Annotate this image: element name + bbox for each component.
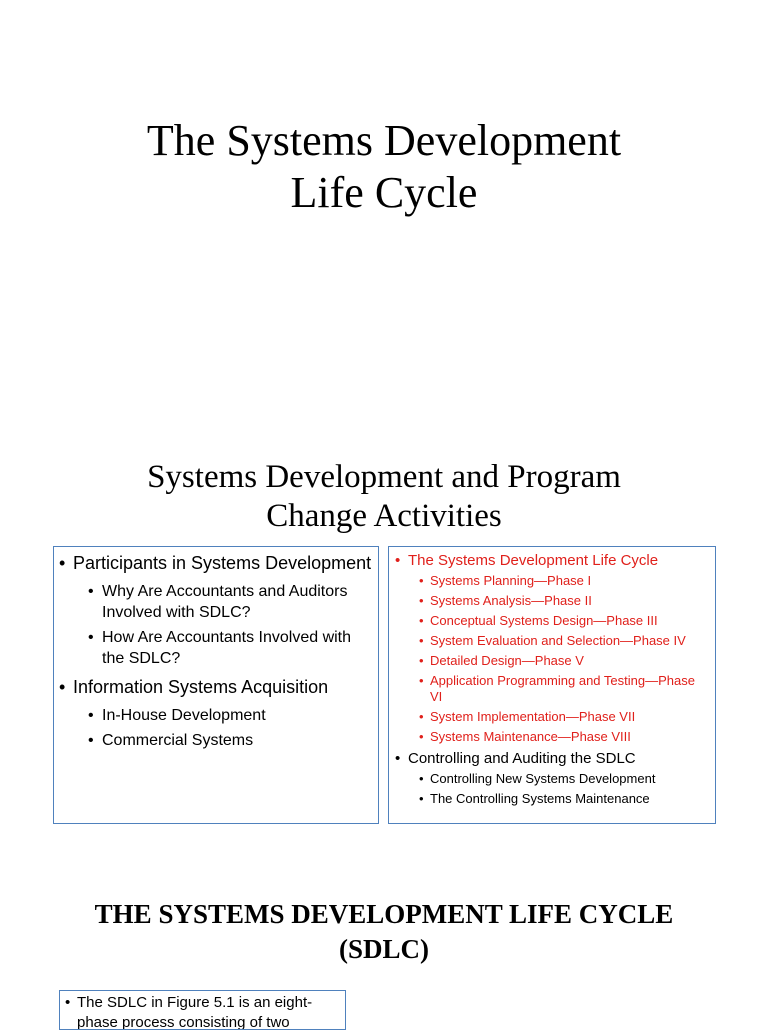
phase-bullet: • Conceptual Systems Design—Phase III (430, 613, 709, 629)
right-content-box (388, 546, 716, 824)
bullet-label: Information Systems Acquisition (73, 677, 329, 697)
slide1-title (0, 115, 768, 219)
slide2-title-line1: Systems Development and Program (147, 459, 621, 495)
bullet-controlling (408, 749, 709, 807)
slide1-title-line1: The Systems Development (146, 116, 622, 165)
slide3-title-line2: (SDLC) (338, 933, 429, 964)
sub-bullet: • Commercial Systems (102, 730, 372, 751)
slide2-title-line2: Change Activities (266, 497, 502, 534)
phase-bullet: • Systems Maintenance—Phase VIII (430, 729, 709, 745)
slide1-title-line2: Life Cycle (290, 167, 478, 217)
phase-bullet: • Application Programming and Testing—Phase VI (430, 673, 709, 705)
sub-bullet: • How Are Accountants Involved with the SDLC? (102, 627, 372, 669)
phase-bullet: • Systems Planning—Phase I (430, 573, 709, 589)
slide3-title-line1: THE SYSTEMS DEVELOPMENT LIFE CYCLE (94, 899, 674, 929)
phase-bullet: • Systems Analysis—Phase II (430, 593, 709, 609)
phase-bullet: • System Evaluation and Selection—Phase IV (430, 633, 709, 649)
left-content-box (53, 546, 379, 824)
bullet-sdlc-figure: • The SDLC in Figure 5.1 is an eight-phase process consisting of two (77, 993, 341, 1030)
sub-bullet: • In-House Development (102, 705, 372, 726)
bullet-participants (73, 551, 372, 669)
bullet-label: Participants in Systems Development (73, 553, 372, 573)
bullet-acquisition (73, 675, 372, 751)
sub-bullet: • The Controlling Systems Maintenance (430, 791, 709, 807)
bullet-label: Controlling and Auditing the SDLC (408, 750, 636, 767)
bullet-sdlc (408, 551, 709, 745)
sub-bullet: • Controlling New Systems Development (430, 771, 709, 787)
phase-bullet: • System Implementation—Phase VII (430, 709, 709, 725)
bullet-label: The Systems Development Life Cycle (408, 552, 659, 569)
phase-bullet: • Detailed Design—Phase V (430, 653, 709, 669)
slide2-title (0, 458, 768, 536)
slide3-title (0, 897, 768, 966)
sub-bullet: • Why Are Accountants and Auditors Involved with SDLC? (102, 581, 372, 623)
bottom-content-box (59, 990, 346, 1030)
